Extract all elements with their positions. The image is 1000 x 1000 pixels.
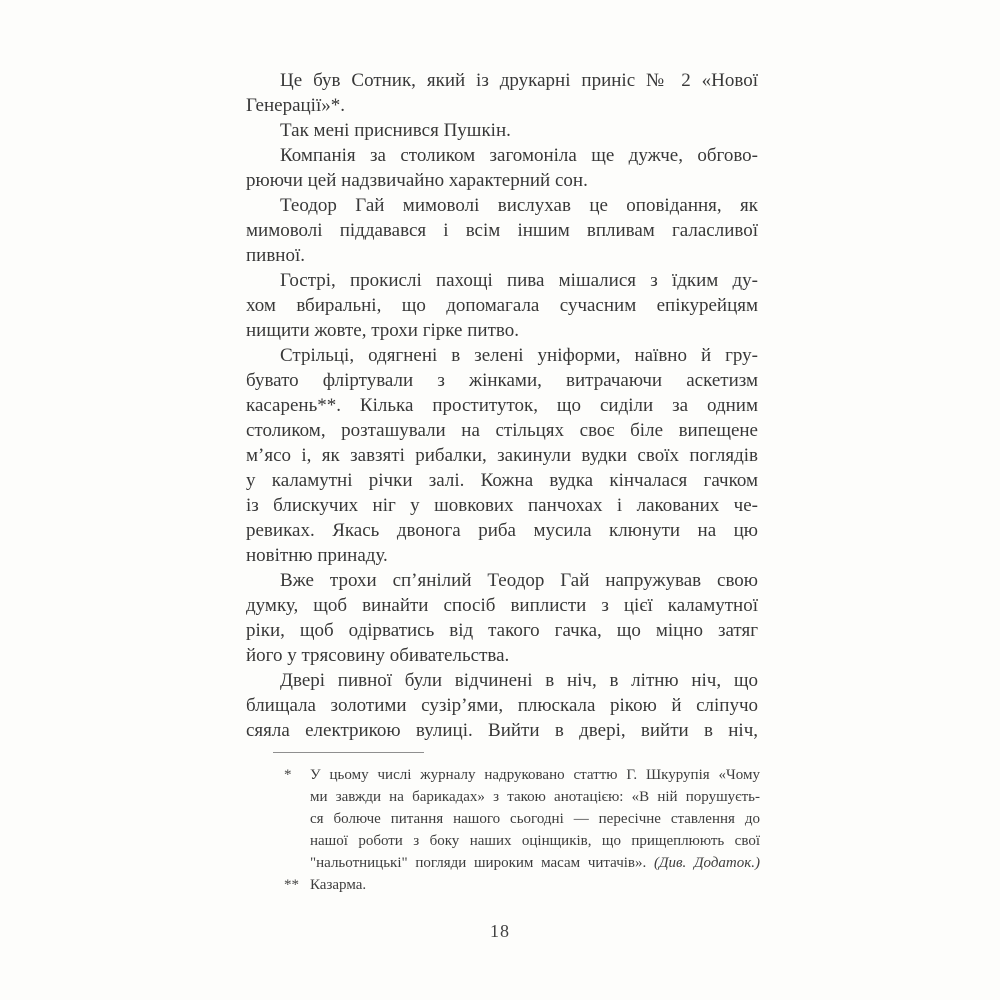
text-line: пивної. bbox=[246, 245, 306, 266]
footnote-segment: "нальотницькі" погляди широким масам читачів». bbox=[310, 855, 654, 871]
footnote-segment: У цьому числі журналу надруковано статтю Г. Шкурупія «Чому bbox=[310, 767, 760, 783]
text-line: Це був Сотник, який із друкарні приніс № 2 «Нової bbox=[280, 70, 758, 91]
text-line: Гострі, прокислі пахощі пива мішалися з їдким ду- bbox=[280, 270, 758, 291]
text-line: Генерації»*. bbox=[246, 95, 345, 116]
text-line: його у трясовину обивательства. bbox=[246, 645, 510, 666]
text-line: ревиках. Якась двонога риба мусила клюнути на цю bbox=[246, 520, 758, 541]
footnote-segment: Казарма. bbox=[310, 877, 367, 893]
text-line: м’ясо і, як завзяті рибалки, закинули вудки своїх поглядів bbox=[246, 445, 758, 466]
text-line: Двері пивної були відчинені в ніч, в літню ніч, що bbox=[280, 670, 758, 691]
text-line: мимоволі піддавався і всім іншим впливам галасливої bbox=[246, 220, 758, 241]
footnote-line bbox=[310, 874, 760, 896]
footnotes bbox=[284, 764, 760, 896]
footnote-line bbox=[310, 808, 760, 830]
footnote-segment: ся болюче питання нашого сьогодні — пересічне ставлення до bbox=[310, 811, 760, 827]
footnote-italic-segment: (Див. Додаток.) bbox=[653, 855, 761, 871]
text-line: нищити жовте, трохи гірке питво. bbox=[246, 320, 519, 341]
footnote-line bbox=[310, 852, 760, 874]
page-number: 18 bbox=[490, 921, 510, 941]
text-line: бувато фліртували з жінками, витрачаючи аскетизм bbox=[246, 370, 758, 391]
footnote-text bbox=[310, 764, 760, 874]
text-line: рюючи цей надзвичайно характерний сон. bbox=[246, 170, 588, 191]
footnote-text bbox=[310, 874, 760, 896]
text-line: Компанія за столиком загомоніла ще дужче, обгово- bbox=[280, 145, 758, 166]
text-line: блищала золотими сузір’ями, плюскала рікою й сліпучо bbox=[246, 695, 758, 716]
text-line: із блискучих ніг у шовкових панчохах і лакованих че- bbox=[246, 495, 758, 516]
body-text bbox=[246, 68, 758, 743]
text-line: сяяла електрикою вулиці. Вийти в двері, вийти в ніч, bbox=[246, 720, 758, 741]
text-line: ріки, щоб одірватись від такого гачка, що міцно затяг bbox=[246, 620, 758, 641]
footnote-segment: ми завжди на барикадах» з такою анотацією: «В ній порушуєть- bbox=[310, 789, 760, 805]
footnote-marker: * bbox=[284, 767, 292, 783]
text-line: Теодор Гай мимоволі вислухав це оповідання, як bbox=[280, 195, 758, 216]
text-line: столиком, розташували на стільцях своє біле випещене bbox=[246, 420, 758, 441]
text-line: Вже трохи сп’янілий Теодор Гай напружував свою bbox=[280, 570, 758, 591]
text-line: касарень**. Кілька проституток, що сиділи за одним bbox=[246, 395, 758, 416]
text-line: у каламутні річки залі. Кожна вудка кінчалася гачком bbox=[246, 470, 758, 491]
text-line: новітню принаду. bbox=[246, 545, 388, 566]
footnote-marker: ** bbox=[284, 877, 299, 893]
footnote-line bbox=[310, 786, 760, 808]
text-line: Стрільці, одягнені в зелені уніформи, наївно й гру- bbox=[280, 345, 758, 366]
footnote bbox=[284, 874, 760, 896]
text-line: Так мені приснився Пушкін. bbox=[280, 120, 511, 141]
footnote-divider bbox=[273, 752, 424, 753]
text-line: хом вбиральні, що допомагала сучасним епікурейцям bbox=[246, 295, 758, 316]
footnote-line bbox=[310, 830, 760, 852]
footnote-segment: нашої роботи з боку наших оцінщиків, що прищеплюють свої bbox=[310, 833, 760, 849]
text-line: думку, щоб винайти спосіб виплисти з цієї каламутної bbox=[246, 595, 758, 616]
footnote bbox=[284, 764, 760, 874]
footnote-line bbox=[310, 764, 760, 786]
